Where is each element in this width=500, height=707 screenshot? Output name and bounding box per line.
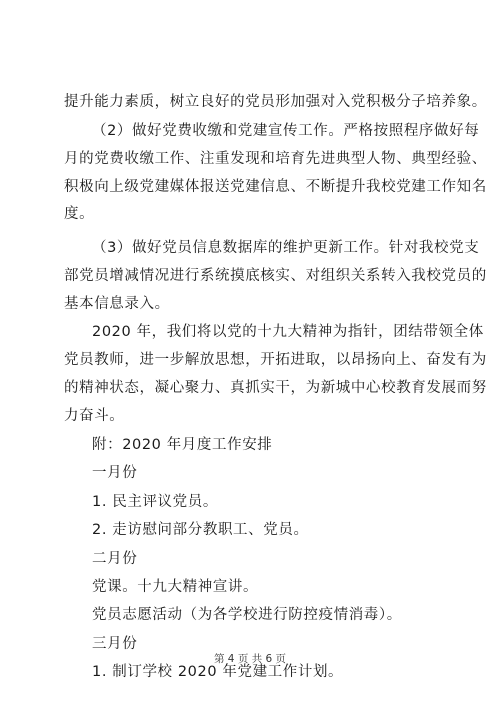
text-line: 一月份: [92, 465, 138, 481]
text-line: 党课。十九大精神宣讲。: [92, 579, 259, 595]
text-line: 2. 走访慰问部分教职工、党员。: [92, 522, 309, 538]
text-line: 党员志愿活动（为各学校进行防控疫情消毒）。: [92, 607, 402, 623]
text-line: 积极向上级党建媒体报送党建信息、不断提升我校党建工作知名: [64, 179, 487, 195]
text-line: 党员教师，进一步解放思想，开拓进取，以昂扬向上、奋发有为: [64, 352, 487, 368]
text-line: 月的党费收缴工作、注重发现和培育先进典型人物、典型经验、: [64, 151, 487, 167]
text-line: 部党员增减情况进行系统摸底核实、对组织关系转入我校党员的: [64, 268, 487, 284]
text-line: 2020 年，我们将以党的十九大精神为指针，团结带领全体: [92, 324, 484, 340]
text-line: 1. 制订学校 2020 年党建工作计划。: [92, 664, 344, 680]
text-line: 三月份: [92, 636, 138, 652]
text-line: 提升能力素质，树立良好的党员形加强对入党积极分子培养象。: [64, 94, 487, 110]
text-line: （3）做好党员信息数据库的维护更新工作。针对我校党支: [92, 240, 480, 256]
text-line: 的精神状态，凝心聚力、真抓实干，为新城中心校教育发展而努: [64, 380, 487, 396]
page-number-footer: 第 4 页 共 6 页: [213, 653, 287, 665]
text-line: 1. 民主评议党员。: [92, 494, 218, 510]
text-line: 附：2020 年月度工作安排: [92, 437, 273, 453]
text-line: 度。: [64, 206, 95, 222]
text-line: （2）做好党费收缴和党建宣传工作。严格按照程序做好每: [92, 123, 480, 139]
text-line: 基本信息录入。: [64, 296, 170, 312]
text-line: 力奋斗。: [64, 408, 125, 424]
text-line: 二月份: [92, 551, 138, 567]
